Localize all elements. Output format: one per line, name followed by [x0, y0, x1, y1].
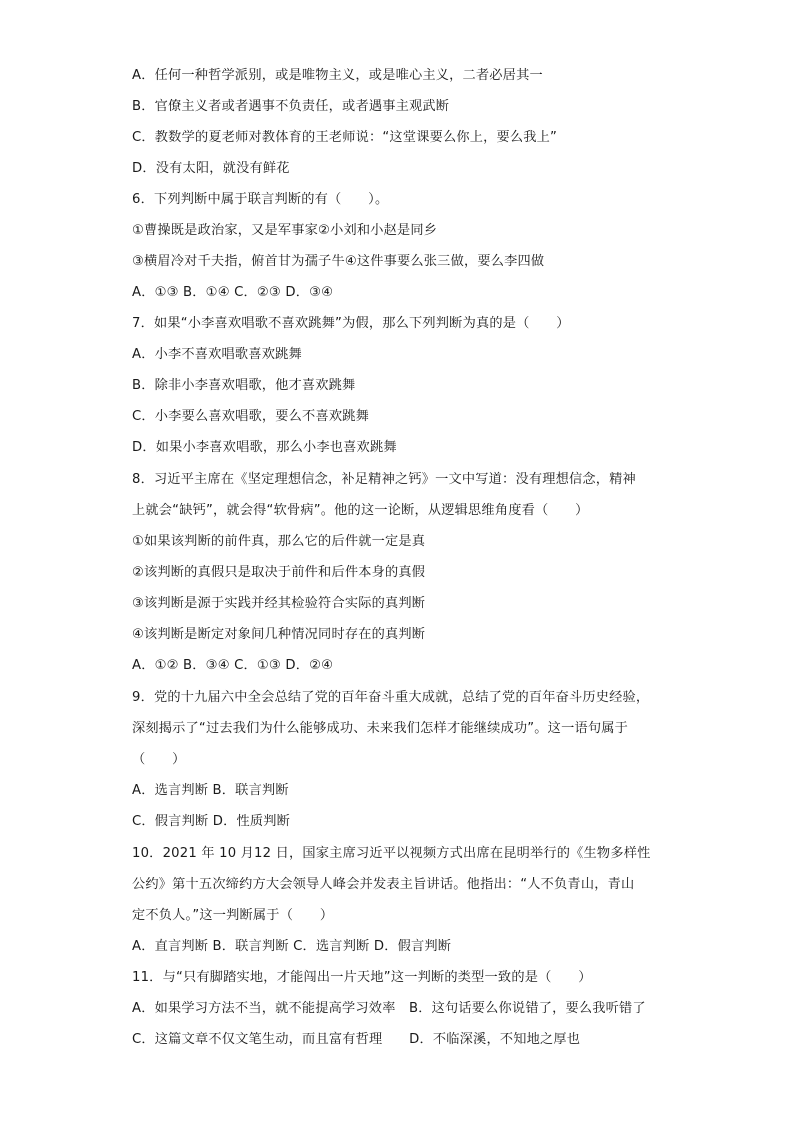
statement-line: ③该判断是源于实践并经其检验符合实际的真判断: [132, 596, 426, 611]
question-7: 7．如果“小李喜欢唱歌不喜欢跳舞”为假，那么下列判断为真的是（ ）: [132, 316, 570, 331]
answer-options-q10: A．直言判断 B．联言判断 C．选言判断 D．假言判断: [132, 939, 452, 954]
question-9: 9．党的十九届六中全会总结了党的百年奋斗重大成就，总结了党的百年奋斗历史经验，: [132, 690, 650, 705]
statement-line: ③横眉冷对千夫指，俯首甘为孺子牛④这件事要么张三做，要么李四做: [132, 254, 545, 269]
statement-line: ②该判断的真假只是取决于前件和后件本身的真假: [132, 565, 426, 580]
option-b-q7: B．除非小李喜欢唱歌，他才喜欢跳舞: [132, 378, 356, 393]
question-9-blank: （ ）: [132, 752, 186, 767]
question-11: 11．与“只有脚踏实地，才能闯出一片天地”这一判断的类型一致的是（ ）: [132, 970, 592, 985]
option-a-q5: A．任何一种哲学派别，或是唯物主义，或是唯心主义，二者必居其一: [132, 68, 543, 83]
statement-line: ④该判断是断定对象间几种情况同时存在的真判断: [132, 627, 426, 642]
question-9-cont: 深刻揭示了“过去我们为什么能够成功、未来我们怎样才能继续成功”。这一语句属于: [132, 721, 629, 736]
question-10-cont: 定不负人。”这一判断属于（ ）: [132, 908, 334, 923]
question-10-cont: 公约》第十五次缔约方大会领导人峰会并发表主旨讲话。他指出：“人不负青山，青山: [132, 877, 635, 892]
option-c-q5: C．教数学的夏老师对教体育的王老师说：“这堂课要么你上，要么我上”: [132, 130, 558, 145]
answer-options-q9-cd: C．假言判断 D．性质判断: [132, 814, 291, 829]
answer-options-q6: A．①③ B．①④ C．②③ D．③④: [132, 285, 334, 300]
question-8-cont: 上就会“缺钙”，就会得“软骨病”。他的这一论断，从逻辑思维角度看（ ）: [132, 503, 589, 518]
option-d-q7: D．如果小李喜欢唱歌，那么小李也喜欢跳舞: [132, 440, 397, 455]
statement-line: ①曹操既是政治家，又是军事家②小刘和小赵是同乡: [132, 223, 438, 238]
question-8: 8．习近平主席在《坚定理想信念，补足精神之钙》一文中写道：没有理想信念，精神: [132, 472, 636, 487]
option-d-q5: D．没有太阳，就没有鲜花: [132, 161, 290, 176]
answer-options-q8: A．①② B．③④ C．①③ D．②④: [132, 658, 334, 673]
option-b-q5: B．官僚主义者或者遇事不负责任，或者遇事主观武断: [132, 99, 450, 114]
answer-options-q11-cd: C．这篇文章不仅文笔生动，而且富有哲理 D．不临深溪，不知地之厚也: [132, 1032, 581, 1047]
statement-line: ①如果该判断的前件真，那么它的后件就一定是真: [132, 534, 426, 549]
question-6: 6．下列判断中属于联言判断的有（ ）。: [132, 192, 389, 207]
option-a-q7: A．小李不喜欢唱歌喜欢跳舞: [132, 347, 302, 362]
answer-options-q9-ab: A．选言判断 B．联言判断: [132, 783, 289, 798]
option-c-q7: C．小李要么喜欢唱歌，要么不喜欢跳舞: [132, 409, 369, 424]
question-10: 10．2021 年 10 月12 日，国家主席习近平以视频方式出席在昆明举行的《生物多样性: [132, 846, 651, 861]
answer-options-q11-ab: A．如果学习方法不当，就不能提高学习效率 B．这句话要么你说错了，要么我听错了: [132, 1001, 646, 1016]
